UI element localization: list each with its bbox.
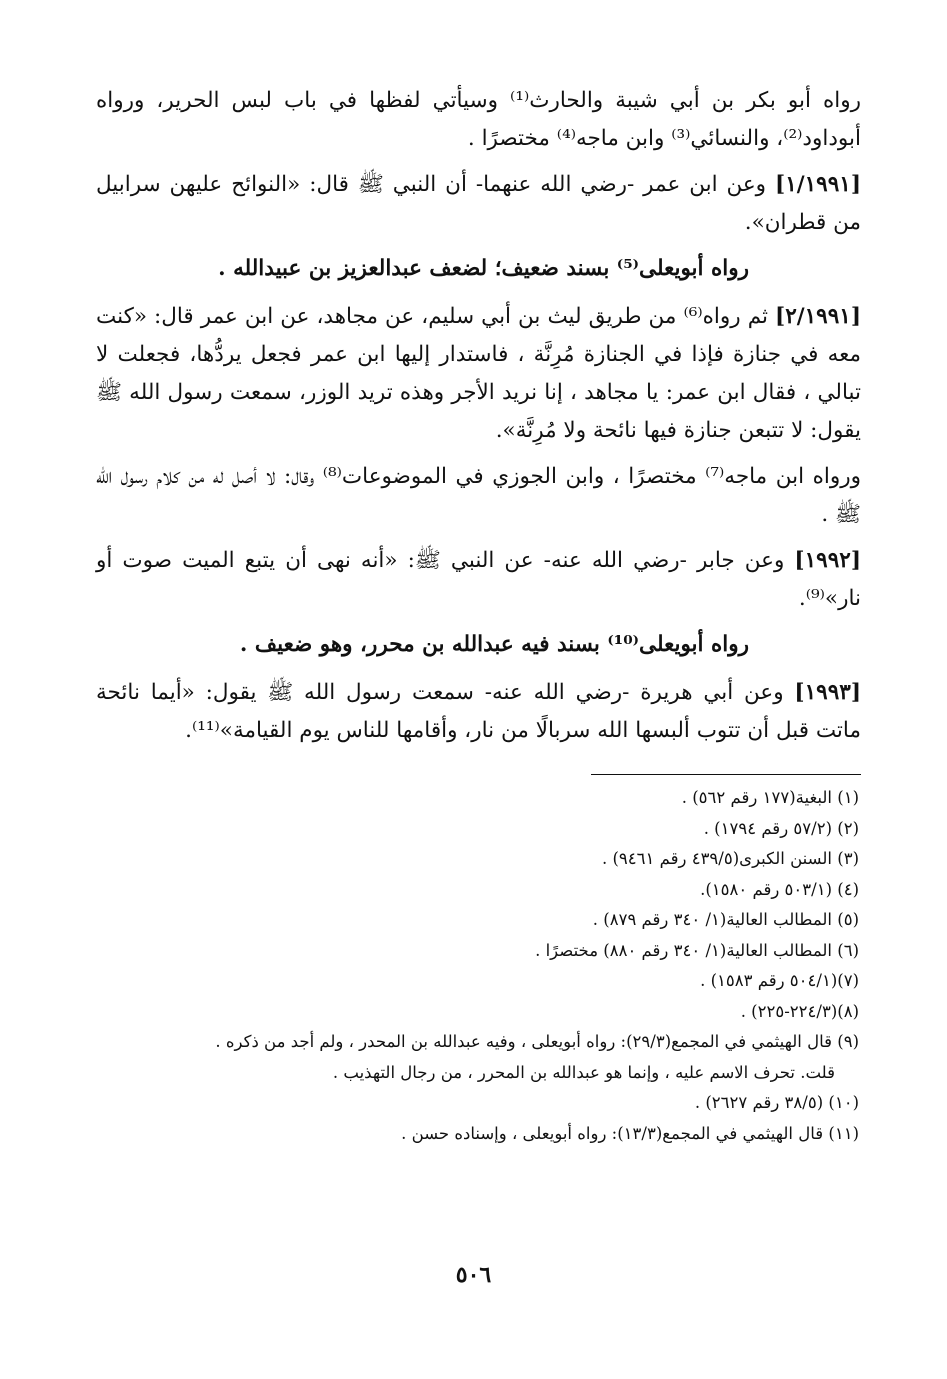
footnote-item: (٥) المطالب العالية(١/ ٣٤٠ رقم ٨٧٩) . [592, 910, 859, 929]
paragraph-text: ورواه ابن ماجه⁽⁷⁾ مختصرًا ، وابن الجوزي في الموضوعات⁽⁸⁾ وقال: لا أصل له من كلام رسول الله ﷺ . [96, 464, 861, 527]
footnote-item: (٤) (٥٠٣/١ رقم ١٥٨٠). [700, 879, 859, 899]
hadith-number: [١٩٩٣] [794, 680, 861, 705]
narration-note [96, 250, 861, 288]
paragraph-text: ثم رواه⁽⁶⁾ من طريق ليث بن أبي سليم، عن مجاهد، عن ابن عمر قال: «كنت معه في جنازة فإذا في الجنازة مُرِنَّة ، فاستدار إليها ابن عمر فجعل يردُّها، فجعلت لا تبالي ، فقال ابن عمر: يا مجاهد ، إنا نريد الأجر وهذه تريد الوزر، سمعت رسول الله ﷺ يقول: لا تتبعن جنازة فيها نائحة ولا مُرِنَّة». [96, 304, 861, 443]
footnote-item: (٦) المطالب العالية(١/ ٣٤٠ رقم ٨٨٠) مختصرًا . [535, 940, 859, 960]
footnote-item: (٢) (٥٧/٢ رقم ١٧٩٤) . [703, 818, 859, 838]
paragraph-text: رواه أبو بكر بن أبي شيبة والحارث⁽¹⁾ وسيأتي لفظها في باب لبس الحرير، ورواه أبوداود⁽²⁾، والنسائي⁽³⁾ وابن ماجه⁽⁴⁾ مختصرًا . [96, 88, 861, 151]
paragraph-text: وعن جابر -رضي الله عنه- عن النبي ﷺ: «أنه نهى أن يتبع الميت صوت أو نار»⁽⁹⁾. [96, 548, 861, 611]
footnote-item: (١) البغية(١٧٧ رقم ٥٦٢) . [681, 788, 859, 807]
footnote-item: (١٠) (٣٨/٥ رقم ٢٦٢٧) . [694, 1093, 859, 1112]
paragraph-1991-1 [96, 166, 861, 242]
paragraph-text: رواه أبويعلى⁽¹⁰⁾ بسند فيه عبدالله بن محرر، وهو ضعيف . [239, 632, 749, 657]
paragraph-ibn-majah [96, 458, 861, 534]
paragraph-1 [96, 82, 861, 158]
narration-note-2 [96, 626, 861, 664]
paragraph-text: وعن أبي هريرة -رضي الله عنه- سمعت رسول الله ﷺ يقول: «أيما نائحة ماتت قبل أن تتوب ألبسها الله سربالًا من نار، وأقامها للناس يوم القيامة»⁽¹¹⁾. [96, 680, 861, 743]
page-number: ٥٠٦ [455, 1262, 492, 1288]
footnote-continuation: قلت. تحرف الاسم عليه ، وإنما هو عبدالله بن المحرر ، من رجال التهذيب . [332, 1062, 835, 1082]
hadith-number: [١٩٩٢] [794, 548, 861, 573]
paragraph-text: رواه أبويعلى⁽⁵⁾ بسند ضعيف؛ لضعف عبدالعزيز بن عبيدالله . [218, 256, 749, 281]
paragraph-1993 [96, 674, 861, 750]
footnote-item: (٣) السنن الكبرى(٤٣٩/٥ رقم ٩٤٦١) . [601, 849, 859, 868]
footnotes [96, 783, 861, 1149]
footnote-item: (١١) قال الهيثمي في المجمع(١٣/٣): رواه أبويعلى ، وإسناده حسن . [401, 1123, 859, 1143]
hadith-number: [٢/١٩٩١] [775, 304, 861, 329]
footnote-item: (٩) قال الهيثمي في المجمع(٢٩/٣): رواه أبويعلى ، وفيه عبدالله بن المحدر ، ولم أجد من ذكره . [215, 1032, 859, 1051]
hadith-number: [١/١٩٩١] [775, 172, 861, 197]
paragraph-1992 [96, 542, 861, 618]
footnote-item: (٧)(٥٠٤/١ رقم ١٥٨٣) . [700, 971, 859, 990]
paragraph-text: وعن ابن عمر -رضي الله عنهما- أن النبي ﷺ قال: «النوائح عليهن سرابيل من قطران». [96, 172, 861, 235]
footnote-divider [591, 774, 861, 775]
footnote-item: (٨)(٢٢٤/٣-٢٢٥) . [740, 1001, 859, 1021]
paragraph-1991-2 [96, 298, 861, 450]
